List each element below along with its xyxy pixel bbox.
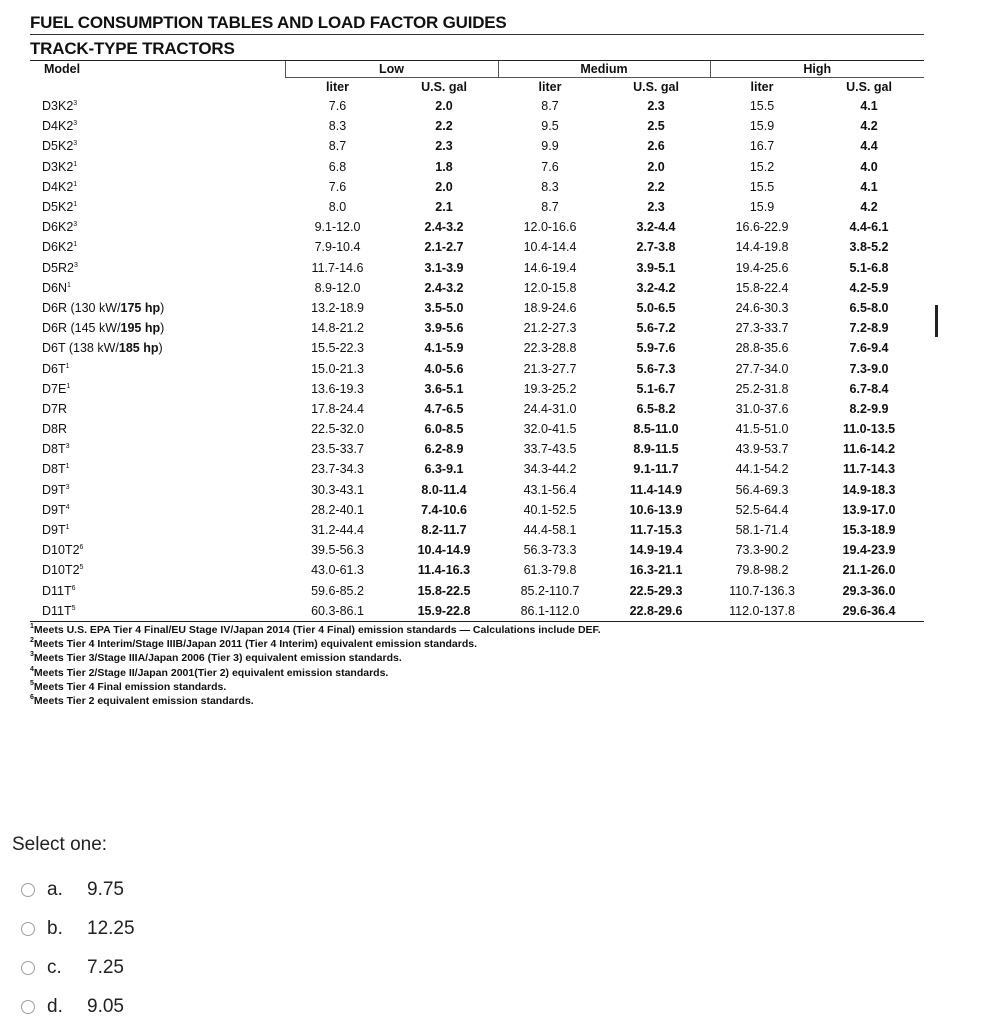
gallon-cell: 2.7-3.8 <box>636 240 676 255</box>
unit-header: liter <box>710 78 814 97</box>
gallon-cell: 16.3-21.1 <box>629 563 683 578</box>
document-title: FUEL CONSUMPTION TABLES AND LOAD FACTOR GUIDES <box>30 12 924 35</box>
liter-cell: 27.3-33.7 <box>735 321 789 336</box>
model-cell <box>30 601 285 622</box>
gallon-cell: 11.7-15.3 <box>629 523 683 538</box>
model-name: $D8T^1$ <box>42 462 70 477</box>
footnote-ref: 1 <box>67 281 71 289</box>
gallon-cell: 5.6-7.3 <box>636 361 676 376</box>
model-cell <box>30 157 285 177</box>
gallon-cell: 29.6-36.4 <box>814 601 924 622</box>
liter-cell: 8.3 <box>328 119 347 134</box>
liter-cell: 40.1-52.5 <box>523 502 577 517</box>
fuel-table-body <box>30 96 924 621</box>
footnote-ref: 3 <box>73 100 78 108</box>
liter-cell: 9.9 <box>541 139 559 154</box>
model-cell <box>30 338 285 358</box>
model-name: $D3K2^3$ <box>42 99 78 114</box>
table-row <box>30 581 924 601</box>
model-cell <box>30 177 285 197</box>
liter-cell: 22.3-28.8 <box>523 341 577 356</box>
unit-header: liter <box>498 78 602 97</box>
table-row <box>30 116 924 136</box>
table-row <box>30 358 924 378</box>
footnote-ref: 1 <box>73 160 78 168</box>
option-value: 9.75 <box>87 878 124 900</box>
gallon-cell: 6.3-9.1 <box>424 462 464 477</box>
table-row <box>30 177 924 197</box>
footnote: $^4$Meets Tier 2/Stage II/Japan 2001(Tier 2) equivalent emission standards. <box>30 665 389 679</box>
model-name: $D11T^5$ <box>42 603 76 618</box>
table-row <box>30 480 924 500</box>
gallon-cell: 22.8-29.6 <box>602 601 710 622</box>
gallon-cell: 21.1-26.0 <box>842 563 896 578</box>
liter-cell: 86.1-112.0 <box>498 601 602 622</box>
table-row <box>30 197 924 217</box>
model-cell <box>30 500 285 520</box>
footnote-ref: 1 <box>65 524 70 532</box>
gallon-cell: 8.2-9.9 <box>849 401 889 416</box>
model-cell <box>30 379 285 399</box>
model-name: D6T (138 kW/185 hp) <box>42 341 163 356</box>
gallon-cell: 3.1-3.9 <box>424 260 464 275</box>
gallon-cell: 15.9-22.8 <box>390 601 498 622</box>
footnote-ref: 1 <box>65 362 70 370</box>
model-name: $D5K2^1$ <box>42 200 78 215</box>
liter-cell: 9.1-12.0 <box>314 220 361 235</box>
model-cell <box>30 480 285 500</box>
gallon-cell: 11.4-16.3 <box>417 563 471 578</box>
footnote-ref: 6 <box>79 544 84 552</box>
model-name: $D5K2^3$ <box>42 139 78 154</box>
gallon-cell: 2.5 <box>647 119 665 134</box>
gallon-cell: 4.4-6.1 <box>849 220 889 235</box>
liter-cell: 28.8-35.6 <box>735 341 789 356</box>
gallon-cell: 4.0 <box>860 159 878 174</box>
liter-cell: 15.9 <box>749 119 775 134</box>
gallon-cell: 11.4-14.9 <box>629 482 683 497</box>
radio-button[interactable] <box>21 1000 35 1014</box>
gallon-cell: 4.0-5.6 <box>424 361 464 376</box>
liter-cell: 60.3-86.1 <box>285 601 390 622</box>
footnote-ref: 6 <box>71 584 76 592</box>
gallon-cell: 15.3-18.9 <box>842 523 896 538</box>
footnotes <box>30 623 924 709</box>
table-row <box>30 500 924 520</box>
gallon-cell: 2.6 <box>647 139 665 154</box>
group-header-medium: Medium <box>498 61 710 78</box>
liter-cell: 13.6-19.3 <box>311 381 364 396</box>
model-cell <box>30 278 285 298</box>
gallon-cell: 5.1-6.7 <box>636 381 676 396</box>
footnote-ref: 1 <box>73 201 78 209</box>
option-value: 7.25 <box>87 956 124 978</box>
gallon-cell: 1.8 <box>435 159 453 174</box>
footnote-ref: 3 <box>73 221 78 229</box>
liter-cell: 8.0 <box>328 200 347 215</box>
liter-cell: 30.3-43.1 <box>311 482 364 497</box>
option-letter: a. <box>47 878 63 900</box>
model-cell <box>30 96 285 116</box>
option-letter: b. <box>47 917 63 939</box>
liter-cell: 12.0-15.8 <box>523 280 577 295</box>
table-row <box>30 399 924 419</box>
gallon-cell: 4.2 <box>860 200 878 215</box>
gallon-cell: 9.1-11.7 <box>633 462 679 477</box>
footnote: $^1$Meets U.S. EPA Tier 4 Final/EU Stage IV/Japan 2014 (Tier 4 Final) emission standards — Calculations include DEF. <box>30 622 601 636</box>
gallon-cell: 5.1-6.8 <box>849 260 889 275</box>
liter-cell: 31.0-37.6 <box>735 401 789 416</box>
liter-cell: 28.2-40.1 <box>311 502 364 517</box>
liter-cell: 43.1-56.4 <box>523 482 577 497</box>
radio-button[interactable] <box>21 922 35 936</box>
table-row <box>30 318 924 338</box>
gallon-cell: 2.2 <box>647 179 665 194</box>
liter-cell: 43.9-53.7 <box>735 442 789 457</box>
model-cell <box>30 258 285 278</box>
model-name: D6R (130 kW/175 hp) <box>42 300 165 315</box>
model-cell <box>30 217 285 237</box>
gallon-cell: 4.1-5.9 <box>424 341 464 356</box>
table-row <box>30 601 924 622</box>
liter-cell: 19.4-25.6 <box>735 260 789 275</box>
gallon-cell: 3.9-5.6 <box>424 321 464 336</box>
footnote-ref: 4 <box>65 503 70 511</box>
liter-cell: 11.7-14.6 <box>311 260 364 275</box>
gallon-cell: 6.7-8.4 <box>849 381 889 396</box>
liter-cell: 34.3-44.2 <box>523 462 577 477</box>
liter-cell: 41.5-51.0 <box>735 422 789 437</box>
liter-cell: 39.5-56.3 <box>311 543 364 558</box>
table-row <box>30 560 924 580</box>
gallon-cell: 3.9-5.1 <box>636 260 676 275</box>
text-cursor <box>935 305 938 337</box>
liter-cell: 16.6-22.9 <box>735 220 789 235</box>
gallon-cell: 8.9-11.5 <box>633 442 679 457</box>
table-row <box>30 419 924 439</box>
table-row <box>30 278 924 298</box>
liter-cell: 56.4-69.3 <box>735 482 789 497</box>
liter-cell: 59.6-85.2 <box>311 583 364 598</box>
liter-cell: 27.7-34.0 <box>735 361 789 376</box>
footnote-ref: 3 <box>65 443 70 451</box>
liter-cell: 15.2 <box>749 159 775 174</box>
liter-cell: 7.6 <box>328 179 347 194</box>
liter-cell: 73.3-90.2 <box>735 543 789 558</box>
table-row <box>30 258 924 278</box>
liter-cell: 24.4-31.0 <box>523 401 577 416</box>
liter-cell: 58.1-71.4 <box>735 523 789 538</box>
footnote-ref: 1 <box>73 180 78 188</box>
model-name: $D10T2^6$ <box>42 543 84 558</box>
option-letter: c. <box>47 956 62 978</box>
table-row <box>30 439 924 459</box>
model-name: $D6K2^3$ <box>42 220 78 235</box>
model-cell <box>30 399 285 419</box>
model-cell <box>30 560 285 580</box>
liter-cell: 8.7 <box>541 99 559 114</box>
gallon-cell: 2.0 <box>435 99 453 114</box>
option-value: 12.25 <box>87 917 135 939</box>
liter-cell: 44.4-58.1 <box>523 523 577 538</box>
gallon-cell: 6.5-8.0 <box>849 300 889 315</box>
liter-cell: 32.0-41.5 <box>523 422 577 437</box>
gallon-cell: 2.3 <box>647 99 665 114</box>
model-header: Model <box>30 61 285 78</box>
gallon-cell: 7.2-8.9 <box>849 321 889 336</box>
liter-cell: 44.1-54.2 <box>735 462 789 477</box>
gallon-cell: 2.0 <box>435 179 453 194</box>
answer-option[interactable] <box>21 987 135 1026</box>
liter-cell: 112.0-137.8 <box>710 601 814 622</box>
liter-cell: 19.3-25.2 <box>523 381 577 396</box>
model-name: $D6T^1$ <box>42 361 70 376</box>
liter-cell: 7.6 <box>328 99 347 114</box>
model-name: $D9T^1$ <box>42 523 70 538</box>
model-name: D8R <box>42 422 68 437</box>
footnote-ref: 1 <box>65 463 70 471</box>
footnote: $^3$Meets Tier 3/Stage IIIA/Japan 2006 (Tier 3) equivalent emission standards. <box>30 651 402 665</box>
gallon-cell: 5.6-7.2 <box>636 321 676 336</box>
gallon-cell: 11.6-14.2 <box>842 442 896 457</box>
liter-cell: 110.7-136.3 <box>729 583 795 598</box>
liter-cell: 33.7-43.5 <box>523 442 577 457</box>
table-row <box>30 217 924 237</box>
option-value: 9.05 <box>87 995 124 1017</box>
liter-cell: 25.2-31.8 <box>735 381 789 396</box>
answer-option[interactable] <box>21 909 135 948</box>
liter-cell: 31.2-44.4 <box>311 523 364 538</box>
gallon-cell: 4.2 <box>860 119 878 134</box>
model-name: $D11T^6$ <box>42 583 76 598</box>
footnote-ref: 5 <box>79 564 84 572</box>
quiz-prompt: Select one: <box>12 834 108 855</box>
model-cell <box>30 197 285 217</box>
unit-header: U.S. gal <box>814 78 924 97</box>
liter-cell: 15.0-21.3 <box>311 361 364 376</box>
gallon-cell: 6.2-8.9 <box>424 442 464 457</box>
table-row <box>30 338 924 358</box>
model-name: $D7E^1$ <box>42 381 71 396</box>
liter-cell: 24.6-30.3 <box>735 300 789 315</box>
liter-cell: 18.9-24.6 <box>523 300 577 315</box>
model-name: $D9T^3$ <box>42 482 70 497</box>
answer-option[interactable] <box>21 948 135 987</box>
quiz-answer-block <box>12 832 135 1026</box>
liter-cell: 17.8-24.4 <box>311 401 364 416</box>
gallon-cell: 7.4-10.6 <box>421 502 467 517</box>
model-cell <box>30 459 285 479</box>
model-cell <box>30 136 285 156</box>
gallon-cell: 14.9-18.3 <box>842 482 896 497</box>
table-row <box>30 136 924 156</box>
gallon-cell: 4.4 <box>860 139 878 154</box>
footnote: $^5$Meets Tier 4 Final emission standards. <box>30 680 227 694</box>
gallon-cell: 6.5-8.2 <box>636 401 676 416</box>
liter-cell: 12.0-16.6 <box>523 220 577 235</box>
table-row <box>30 379 924 399</box>
gallon-cell: 11.0-13.5 <box>842 422 896 437</box>
table-row <box>30 157 924 177</box>
gallon-cell: 2.0 <box>647 159 665 174</box>
gallon-cell: 11.7-14.3 <box>842 462 896 477</box>
fuel-document <box>30 12 924 709</box>
liter-cell: 79.8-98.2 <box>735 563 789 578</box>
model-name: $D6K2^1$ <box>42 240 78 255</box>
gallon-cell: 15.8-22.5 <box>417 583 471 598</box>
gallon-cell: 7.6-9.4 <box>849 341 889 356</box>
model-name: $D9T^4$ <box>42 502 70 517</box>
gallon-cell: 10.6-13.9 <box>629 502 683 517</box>
answer-option[interactable] <box>21 870 135 909</box>
gallon-cell: 10.4-14.9 <box>417 543 471 558</box>
liter-cell: 15.5 <box>749 179 775 194</box>
gallon-cell: 3.2-4.2 <box>636 280 676 295</box>
gallon-cell: 5.9-7.6 <box>636 341 676 356</box>
footnote-ref: 3 <box>73 120 78 128</box>
footnote-ref: 5 <box>71 604 76 612</box>
model-name: $D3K2^1$ <box>42 159 78 174</box>
gallon-cell: 8.5-11.0 <box>633 422 679 437</box>
model-name: $D4K2^3$ <box>42 119 78 134</box>
gallon-cell: 8.2-11.7 <box>421 523 467 538</box>
gallon-cell: 3.8-5.2 <box>849 240 889 255</box>
radio-button[interactable] <box>21 961 35 975</box>
table-row <box>30 459 924 479</box>
gallon-cell: 2.2 <box>435 119 453 134</box>
liter-cell: 15.9 <box>749 200 775 215</box>
model-name: $D6N^1$ <box>42 280 71 295</box>
gallon-cell: 2.4-3.2 <box>424 220 464 235</box>
gallon-cell: 2.1 <box>435 200 453 215</box>
gallon-cell: 19.4-23.9 <box>842 543 896 558</box>
liter-cell: 9.5 <box>541 119 559 134</box>
footnote: $^6$Meets Tier 2 equivalent emission standards. <box>30 694 254 708</box>
model-cell <box>30 298 285 318</box>
liter-cell: 8.7 <box>541 200 559 215</box>
liter-cell: 8.3 <box>541 179 559 194</box>
table-row <box>30 96 924 116</box>
model-cell <box>30 520 285 540</box>
liter-cell: 7.6 <box>541 159 559 174</box>
gallon-cell: 2.3 <box>647 200 665 215</box>
gallon-cell: 3.5-5.0 <box>424 300 464 315</box>
model-name: $D10T2^5$ <box>42 563 84 578</box>
unit-header: U.S. gal <box>390 78 498 97</box>
model-cell <box>30 318 285 338</box>
liter-cell: 56.3-73.3 <box>523 543 577 558</box>
gallon-cell: 2.4-3.2 <box>424 280 464 295</box>
model-cell <box>30 237 285 257</box>
document-subtitle: TRACK-TYPE TRACTORS <box>30 39 235 58</box>
liter-cell: 7.9-10.4 <box>314 240 361 255</box>
model-name: $D4K2^1$ <box>42 179 78 194</box>
liter-cell: 23.7-34.3 <box>311 462 364 477</box>
table-row <box>30 520 924 540</box>
gallon-cell: 4.7-6.5 <box>424 401 464 416</box>
unit-header: liter <box>285 78 390 97</box>
radio-button[interactable] <box>21 883 35 897</box>
gallon-cell: 4.1 <box>860 179 878 194</box>
liter-cell: 8.7 <box>328 139 347 154</box>
group-header-low: Low <box>285 61 498 78</box>
liter-cell: 14.4-19.8 <box>735 240 789 255</box>
model-name: $D8T^3$ <box>42 442 70 457</box>
liter-cell: 13.2-18.9 <box>311 300 364 315</box>
model-name: D6R (145 kW/195 hp) <box>42 321 165 336</box>
liter-cell: 14.8-21.2 <box>311 321 364 336</box>
model-cell <box>30 358 285 378</box>
liter-cell: 21.2-27.3 <box>523 321 577 336</box>
gallon-cell: 4.2-5.9 <box>849 280 889 295</box>
gallon-cell: 8.0-11.4 <box>421 482 467 497</box>
gallon-cell: 2.1-2.7 <box>424 240 464 255</box>
liter-cell: 23.5-33.7 <box>311 442 364 457</box>
liter-cell: 85.2-110.7 <box>520 583 580 598</box>
table-row <box>30 540 924 560</box>
liter-cell: 22.5-32.0 <box>311 422 364 437</box>
liter-cell: 61.3-79.8 <box>523 563 577 578</box>
model-name: $D5R2^3$ <box>42 260 78 275</box>
gallon-cell: 14.9-19.4 <box>629 543 683 558</box>
model-name: D7R <box>42 401 68 416</box>
liter-cell: 15.5-22.3 <box>311 341 364 356</box>
liter-cell: 8.9-12.0 <box>314 280 361 295</box>
gallon-cell: 3.2-4.4 <box>636 220 676 235</box>
table-row <box>30 237 924 257</box>
liter-cell: 14.6-19.4 <box>523 260 577 275</box>
footnote-ref: 1 <box>73 241 78 249</box>
model-cell <box>30 419 285 439</box>
footnote-ref: 3 <box>73 261 78 269</box>
option-letter: d. <box>47 995 63 1017</box>
model-header-spacer <box>30 78 285 97</box>
unit-header: U.S. gal <box>602 78 710 97</box>
model-cell <box>30 581 285 601</box>
gallon-cell: 3.6-5.1 <box>424 381 464 396</box>
liter-cell: 52.5-64.4 <box>735 502 789 517</box>
footnote: $^2$Meets Tier 4 Interim/Stage IIIB/Japan 2011 (Tier 4 Interim) equivalent emission standards. <box>30 637 478 651</box>
model-cell <box>30 116 285 136</box>
liter-cell: 15.5 <box>749 99 775 114</box>
group-header-high: High <box>710 61 924 78</box>
footnote-ref: 3 <box>73 140 78 148</box>
table-row <box>30 298 924 318</box>
liter-cell: 16.7 <box>749 139 775 154</box>
model-cell <box>30 540 285 560</box>
gallon-cell: 4.1 <box>860 99 878 114</box>
footnote-ref: 3 <box>65 483 70 491</box>
gallon-cell: 22.5-29.3 <box>629 583 683 598</box>
footnote-ref: 1 <box>66 382 71 390</box>
gallon-cell: 5.0-6.5 <box>636 300 676 315</box>
gallon-cell: 7.3-9.0 <box>849 361 889 376</box>
gallon-cell: 13.9-17.0 <box>842 502 896 517</box>
fuel-table <box>30 60 924 622</box>
model-cell <box>30 439 285 459</box>
gallon-cell: 6.0-8.5 <box>424 422 464 437</box>
liter-cell: 15.8-22.4 <box>735 280 789 295</box>
liter-cell: 43.0-61.3 <box>311 563 364 578</box>
gallon-cell: 2.3 <box>435 139 453 154</box>
quiz-options <box>12 870 135 1026</box>
liter-cell: 6.8 <box>328 159 347 174</box>
liter-cell: 21.3-27.7 <box>523 361 577 376</box>
gallon-cell: 29.3-36.0 <box>842 583 896 598</box>
liter-cell: 10.4-14.4 <box>523 240 577 255</box>
